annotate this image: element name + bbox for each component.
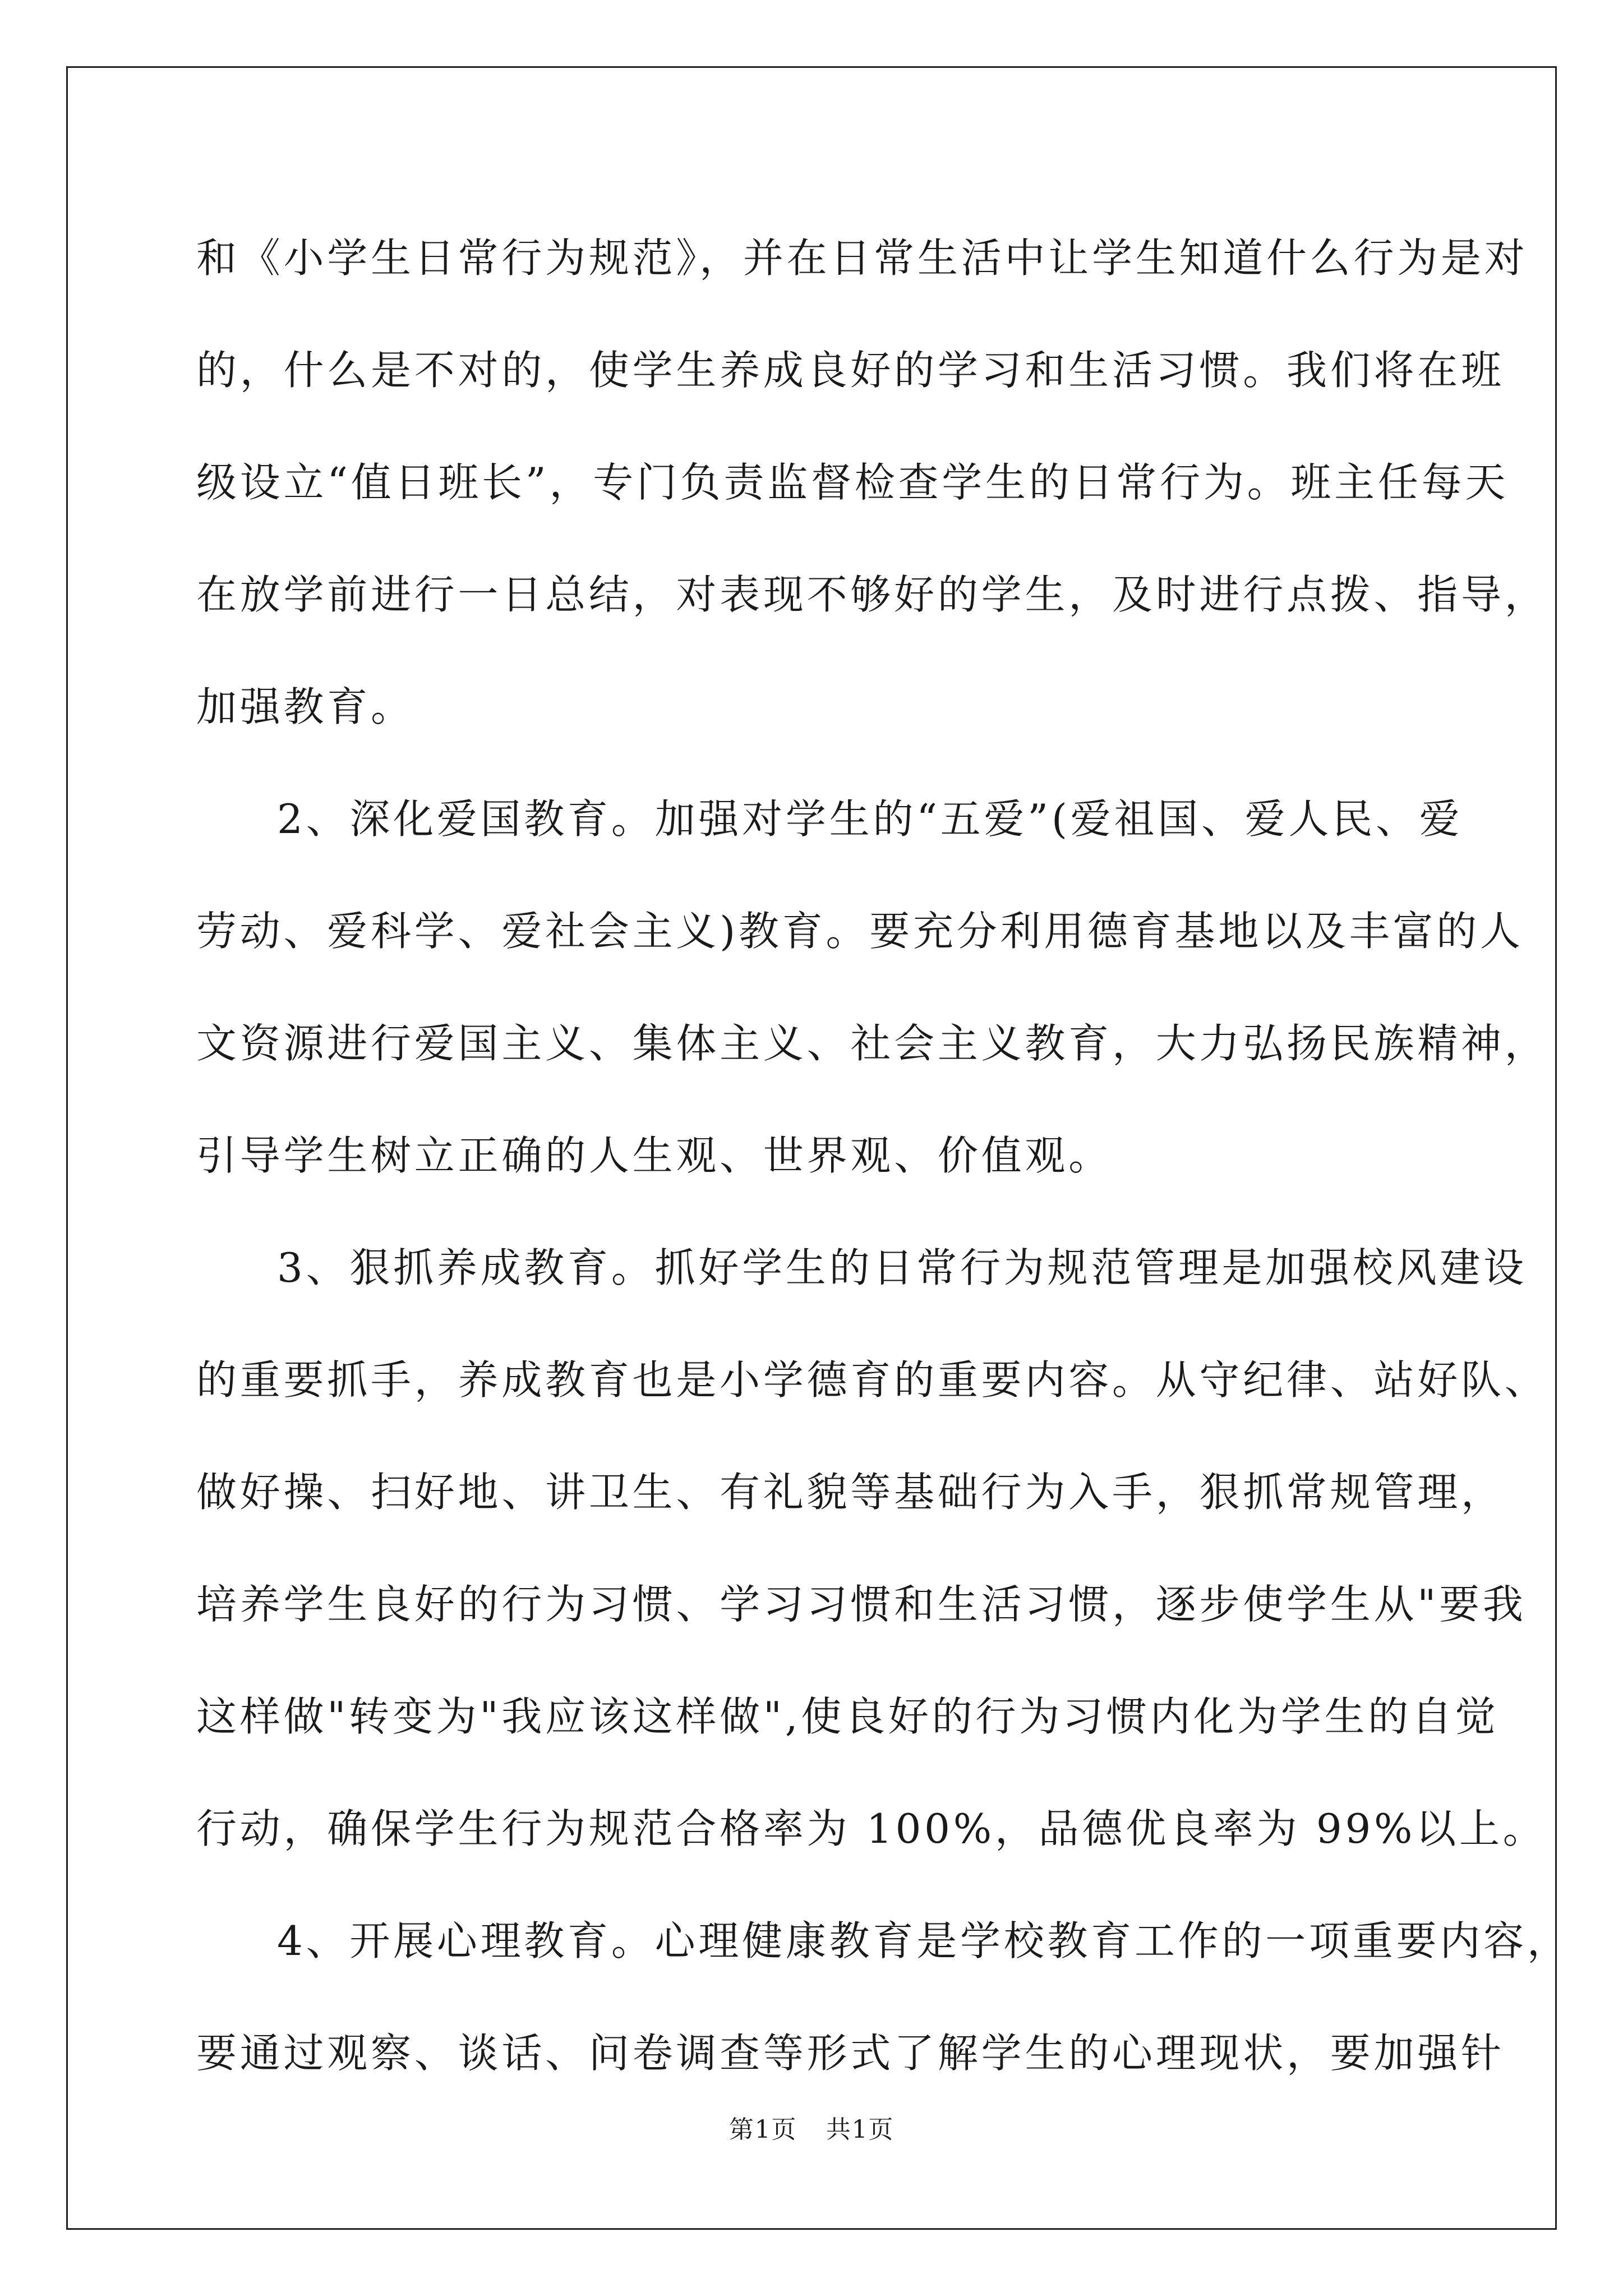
paragraph-4 [196, 1885, 1571, 2109]
text-line: 的重要抓手，养成教育也是小学德育的重要内容。从守纪律、站好队、 [196, 1356, 1548, 1404]
paragraph-3 [196, 1212, 1548, 1885]
text-line: 在放学前进行一日总结，对表现不够好的学生，及时进行点拨、指导， [196, 571, 1548, 618]
text-line: 和《小学生日常行为规范》，并在日常生活中让学生知道什么行为是对 [196, 234, 1528, 282]
text-line: 文资源进行爱国主义、集体主义、社会主义教育，大力弘扬民族精神， [196, 1020, 1548, 1067]
text-line: 4、开展心理教育。心理健康教育是学校教育工作的一项重要内容， [277, 1917, 1571, 1964]
text-line: 做好操、扫好地、讲卫生、有礼貌等基础行为入手，狠抓常规管理， [196, 1469, 1505, 1516]
text-line: 行动，确保学生行为规范合格率为 100%，品德优良率为 99%以上。 [196, 1805, 1547, 1852]
text-line: 劳动、爱科学、爱社会主义)教育。要充分利用德育基地以及丰富的人 [196, 908, 1524, 955]
paragraph-1 [196, 202, 1548, 763]
text-line: 2、深化爱国教育。加强对学生的“五爱”(爱祖国、爱人民、爱 [277, 795, 1463, 843]
text-line: 的，什么是不对的，使学生养成良好的学习和生活习惯。我们将在班 [196, 347, 1505, 394]
document-body [196, 202, 1571, 2109]
text-line: 要通过观察、谈话、问卷调查等形式了解学生的心理现状，要加强针 [196, 2030, 1505, 2077]
page-total: 共1页 [826, 2115, 895, 2144]
text-line: 级设立“值日班长”，专门负责监督检查学生的日常行为。班主任每天 [196, 459, 1509, 506]
text-line: 培养学生良好的行为习惯、学习习惯和生活习惯，逐步使学生从"要我 [196, 1581, 1527, 1628]
text-line: 这样做"转变为"我应该这样做",使良好的行为习惯内化为学生的自觉 [196, 1693, 1499, 1740]
page-number: 第1页 [728, 2115, 797, 2144]
text-line: 引导学生树立正确的人生观、世界观、价值观。 [196, 1132, 1112, 1179]
page-footer [0, 2109, 1623, 2145]
text-line: 3、狠抓养成教育。抓好学生的日常行为规范管理是加强校风建设 [277, 1244, 1527, 1291]
text-line: 加强教育。 [196, 683, 414, 730]
paragraph-2 [196, 763, 1548, 1212]
